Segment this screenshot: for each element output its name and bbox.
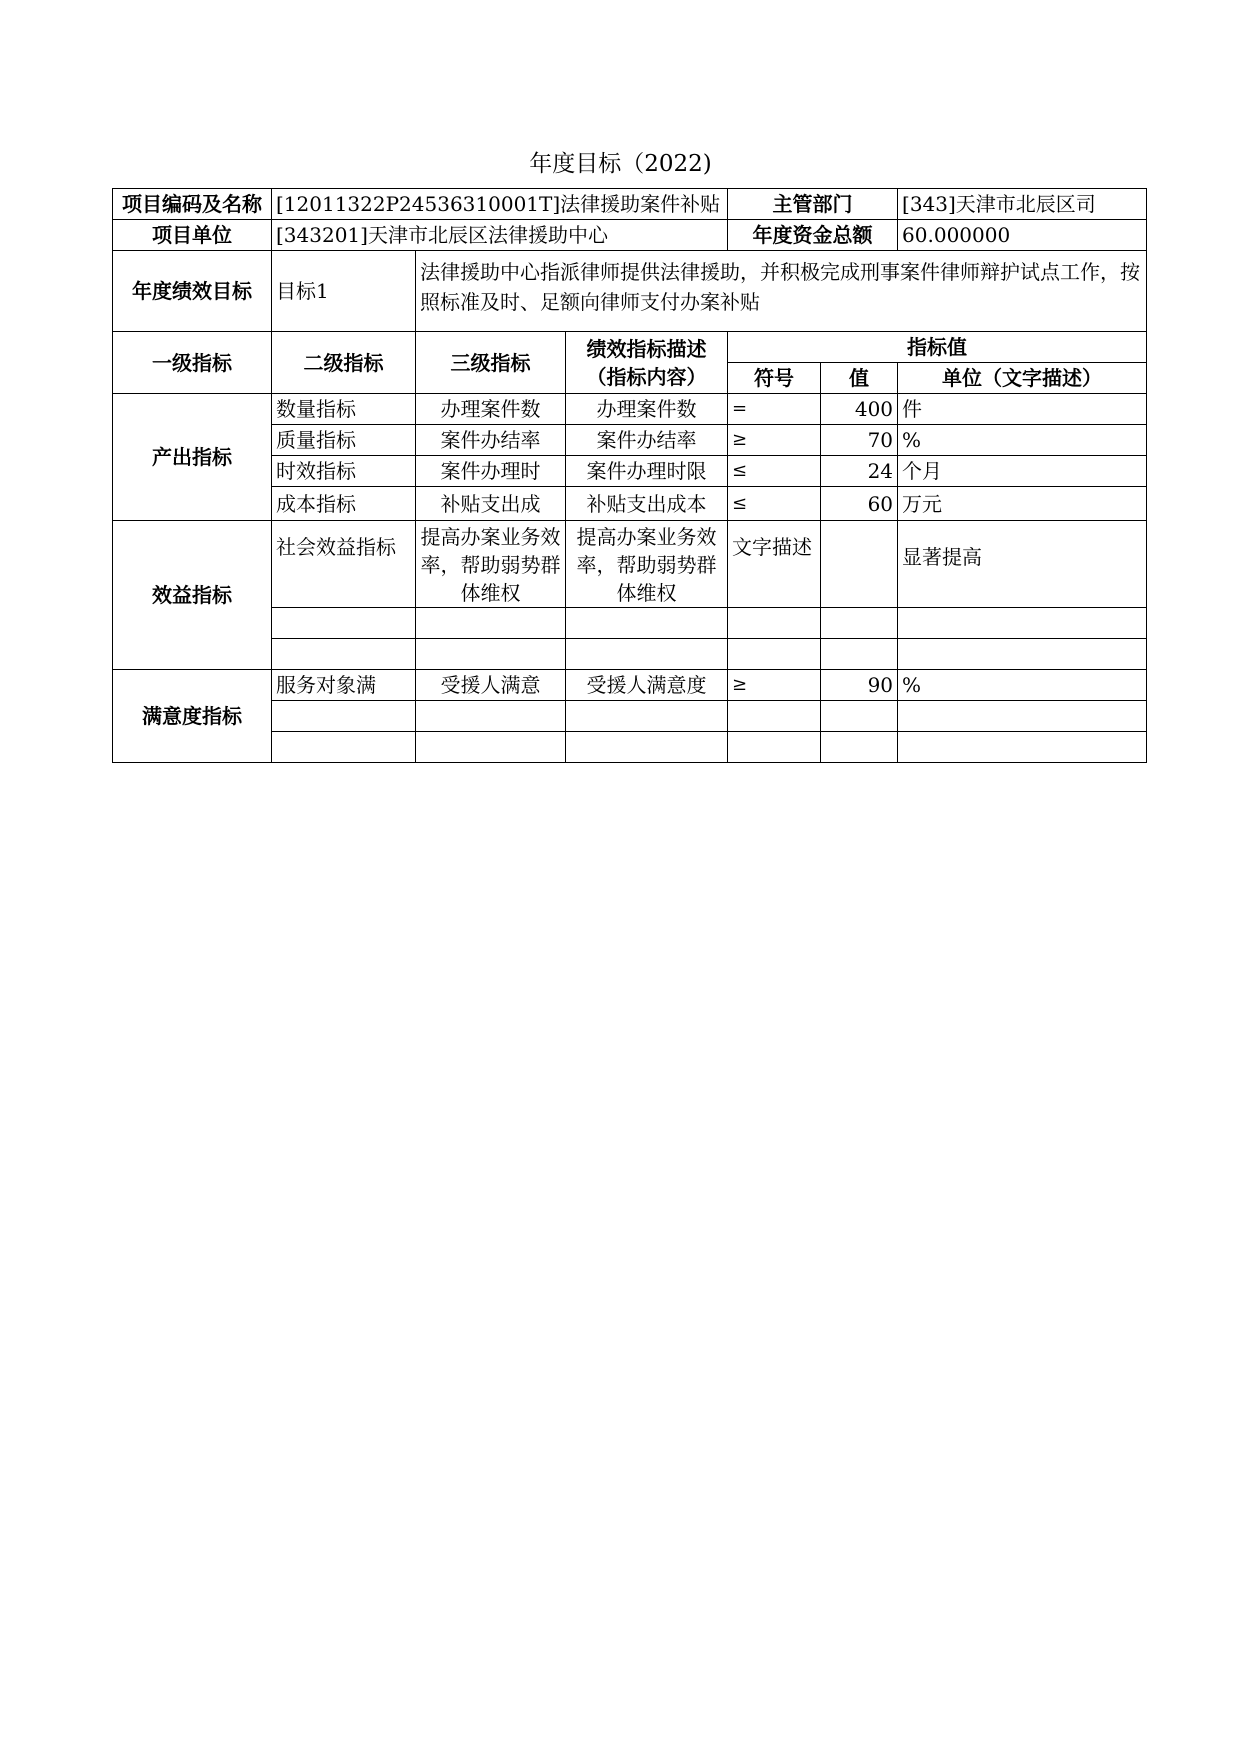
- row-level3: 案件办理时: [416, 456, 566, 487]
- row-symbol: 文字描述: [728, 521, 821, 608]
- project-code-value: [12011322P24536310001T]法律援助案件补贴: [272, 189, 728, 220]
- empty-cell: [416, 639, 566, 670]
- row-desc: 提高办案业务效率，帮助弱势群体维权: [566, 521, 728, 608]
- empty-cell: [272, 701, 416, 732]
- empty-cell: [898, 732, 1147, 763]
- row-level2: 社会效益指标: [272, 521, 416, 608]
- project-code-row: [113, 189, 1147, 220]
- empty-cell: [416, 732, 566, 763]
- empty-cell: [566, 701, 728, 732]
- row-level2: 质量指标: [272, 425, 416, 456]
- empty-cell: [566, 639, 728, 670]
- row-level2: 成本指标: [272, 487, 416, 521]
- row-unit: 个月: [898, 456, 1147, 487]
- header-value-group: 指标值: [728, 332, 1147, 363]
- header-level1: 一级指标: [113, 332, 272, 394]
- table-row: [113, 521, 1147, 608]
- row-unit: 显著提高: [898, 521, 1147, 608]
- row-value: 400: [821, 394, 898, 425]
- row-symbol: ≤: [728, 487, 821, 521]
- row-value: 24: [821, 456, 898, 487]
- dept-label: 主管部门: [728, 189, 898, 220]
- row-symbol: ≤: [728, 456, 821, 487]
- empty-cell: [416, 701, 566, 732]
- empty-cell: [898, 639, 1147, 670]
- empty-cell: [566, 608, 728, 639]
- fund-label: 年度资金总额: [728, 220, 898, 251]
- header-value: 值: [821, 363, 898, 394]
- row-level2: 时效指标: [272, 456, 416, 487]
- row-desc: 案件办理时限: [566, 456, 728, 487]
- row-desc: 补贴支出成本: [566, 487, 728, 521]
- empty-cell: [728, 608, 821, 639]
- group-benefit: 效益指标: [113, 521, 272, 670]
- group-output: 产出指标: [113, 394, 272, 521]
- empty-cell: [272, 732, 416, 763]
- row-level3: 补贴支出成: [416, 487, 566, 521]
- row-desc: 案件办结率: [566, 425, 728, 456]
- row-unit: %: [898, 425, 1147, 456]
- empty-cell: [821, 732, 898, 763]
- page-title: 年度目标（2022): [529, 151, 712, 177]
- header-desc: [566, 332, 728, 394]
- empty-cell: [898, 701, 1147, 732]
- table-row: [113, 394, 1147, 425]
- row-symbol: =: [728, 394, 821, 425]
- row-unit: 万元: [898, 487, 1147, 521]
- empty-cell: [898, 608, 1147, 639]
- header-desc-line1: 绩效指标描述: [586, 336, 707, 361]
- goal-name: 目标1: [272, 251, 416, 332]
- row-symbol: ≥: [728, 425, 821, 456]
- table-row: [113, 670, 1147, 701]
- unit-value: [343201]天津市北辰区法律援助中心: [272, 220, 728, 251]
- empty-cell: [272, 639, 416, 670]
- row-value: 90: [821, 670, 898, 701]
- unit-label: 项目单位: [113, 220, 272, 251]
- row-level2: 服务对象满: [272, 670, 416, 701]
- empty-cell: [728, 732, 821, 763]
- goal-text: 法律援助中心指派律师提供法律援助，并积极完成刑事案件律师辩护试点工作，按照标准及时、足额向律师支付办案补贴: [416, 251, 1147, 332]
- row-unit: 件: [898, 394, 1147, 425]
- empty-cell: [821, 701, 898, 732]
- row-desc: 受援人满意度: [566, 670, 728, 701]
- empty-cell: [728, 701, 821, 732]
- performance-target-table: [112, 188, 1147, 763]
- row-unit: %: [898, 670, 1147, 701]
- annual-goal-row: [113, 251, 1147, 332]
- fund-value: 60.000000: [898, 220, 1147, 251]
- header-row-1: [113, 332, 1147, 363]
- empty-cell: [821, 639, 898, 670]
- row-level3: 受援人满意: [416, 670, 566, 701]
- empty-cell: [272, 608, 416, 639]
- row-level2: 数量指标: [272, 394, 416, 425]
- row-value: 60: [821, 487, 898, 521]
- row-symbol: ≥: [728, 670, 821, 701]
- empty-cell: [821, 608, 898, 639]
- empty-cell: [416, 608, 566, 639]
- header-symbol: 符号: [728, 363, 821, 394]
- row-value: 70: [821, 425, 898, 456]
- dept-value: [343]天津市北辰区司: [898, 189, 1147, 220]
- project-unit-row: [113, 220, 1147, 251]
- header-desc-line2: （指标内容）: [586, 364, 707, 389]
- empty-cell: [566, 732, 728, 763]
- row-level3: 办理案件数: [416, 394, 566, 425]
- group-satisfaction: 满意度指标: [113, 670, 272, 763]
- goal-label: 年度绩效目标: [113, 251, 272, 332]
- header-level3: 三级指标: [416, 332, 566, 394]
- row-level3: 案件办结率: [416, 425, 566, 456]
- row-level3: 提高办案业务效率，帮助弱势群体维权: [416, 521, 566, 608]
- empty-cell: [728, 639, 821, 670]
- row-desc: 办理案件数: [566, 394, 728, 425]
- header-level2: 二级指标: [272, 332, 416, 394]
- project-code-label: 项目编码及名称: [113, 189, 272, 220]
- header-unit: 单位（文字描述）: [898, 363, 1147, 394]
- row-value: [821, 521, 898, 608]
